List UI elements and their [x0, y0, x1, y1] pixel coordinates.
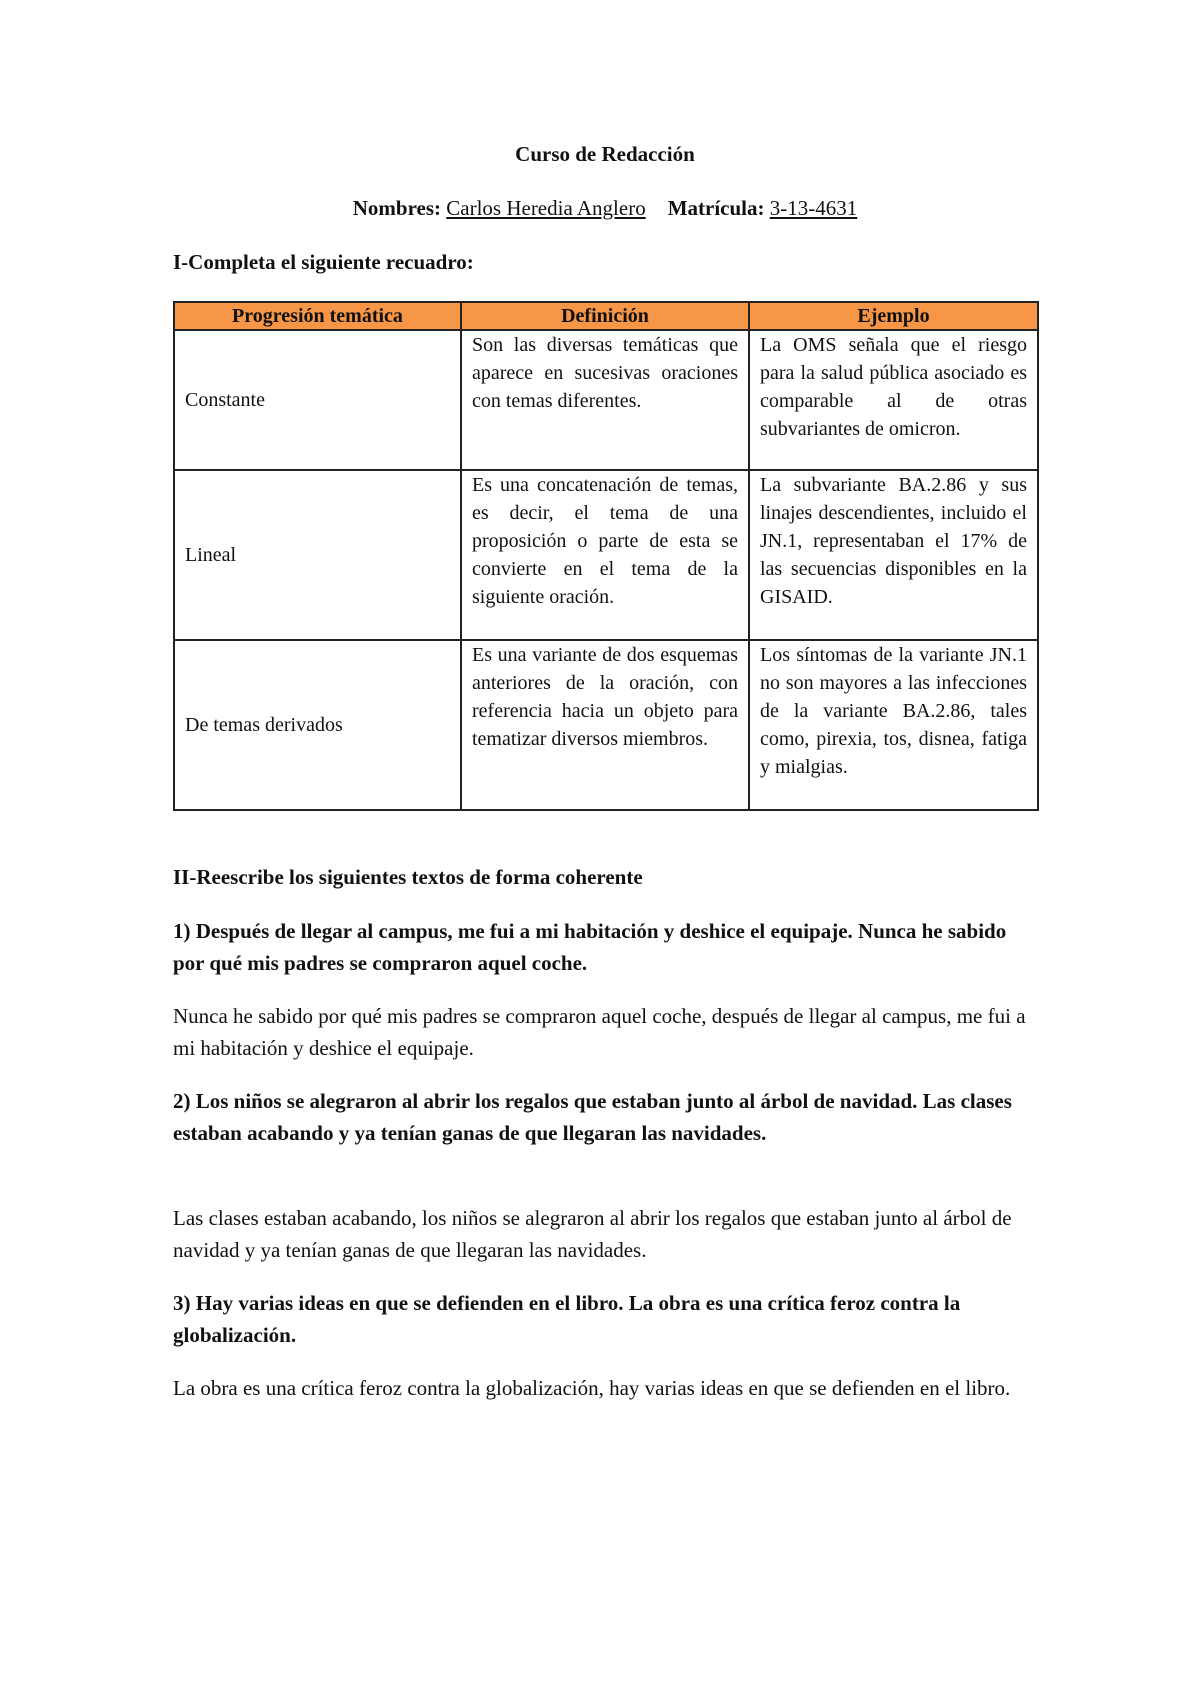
column-header: Ejemplo [749, 302, 1038, 330]
exercise-answer: Las clases estaban acabando, los niños se alegraron al abrir los regalos que estaban junto al árbol de navidad y ya tenían ganas de que llegaran las navidades. [173, 1206, 1012, 1262]
student-name: Carlos Heredia Anglero [446, 196, 646, 220]
exercise-question: 3) Hay varias ideas en que se defienden en el libro. La obra es una crítica feroz contra la globalización. [173, 1291, 961, 1347]
table-header-row [174, 302, 1038, 330]
example-cell: La OMS señala que el riesgo para la salud pública asociado es comparable al de otras subvariantes de omicron. [749, 330, 1038, 470]
row-label: Constante [174, 330, 461, 470]
section-2-heading: II-Reescribe los siguientes textos de forma coherente [173, 865, 643, 889]
example-cell: La subvariante BA.2.86 y sus linajes descendientes, incluido el JN.1, representaban el 17% de las secuencias disponibles en la GISAID. [749, 470, 1038, 640]
table-row [174, 330, 1038, 470]
example-cell: Los síntomas de la variante JN.1 no son mayores a las infecciones de la variante BA.2.86, tales como, pirexia, tos, disnea, fatiga y mialgias. [749, 640, 1038, 810]
student-id: 3-13-4631 [769, 196, 858, 220]
exercise-question: 1) Después de llegar al campus, me fui a mi habitación y deshice el equipaje. Nunca he sabido por qué mis padres se compraron aquel coche. [173, 919, 1007, 975]
row-label: Lineal [174, 470, 461, 640]
table-row [174, 470, 1038, 640]
student-info-line [173, 196, 1037, 221]
thematic-progression-table [173, 301, 1039, 811]
exercise-question: 2) Los niños se alegraron al abrir los regalos que estaban junto al árbol de navidad. Las clases estaban acabando y ya tenían ganas de que llegaran las navidades. [173, 1089, 1012, 1145]
column-header: Progresión temática [174, 302, 461, 330]
table-row [174, 640, 1038, 810]
column-header: Definición [461, 302, 749, 330]
definition-cell: Es una variante de dos esquemas anteriores de la oración, con referencia hacia un objeto para tematizar diversos miembros. [461, 640, 749, 810]
section-1-heading: I-Completa el siguiente recuadro: [173, 250, 474, 274]
definition-cell: Es una concatenación de temas, es decir, el tema de una proposición o parte de esta se convierte en el tema de la siguiente oración. [461, 470, 749, 640]
definition-cell: Son las diversas temáticas que aparece en sucesivas oraciones con temas diferentes. [461, 330, 749, 470]
row-label: De temas derivados [174, 640, 461, 810]
names-label: Nombres: [352, 196, 441, 220]
exercise-answer: La obra es una crítica feroz contra la globalización, hay varias ideas en que se defienden en el libro. [173, 1376, 1011, 1400]
document-title: Curso de Redacción [515, 142, 695, 166]
exercise-answer: Nunca he sabido por qué mis padres se compraron aquel coche, después de llegar al campus, me fui a mi habitación y deshice el equipaje. [173, 1004, 1026, 1060]
id-label: Matrícula: [667, 196, 765, 220]
